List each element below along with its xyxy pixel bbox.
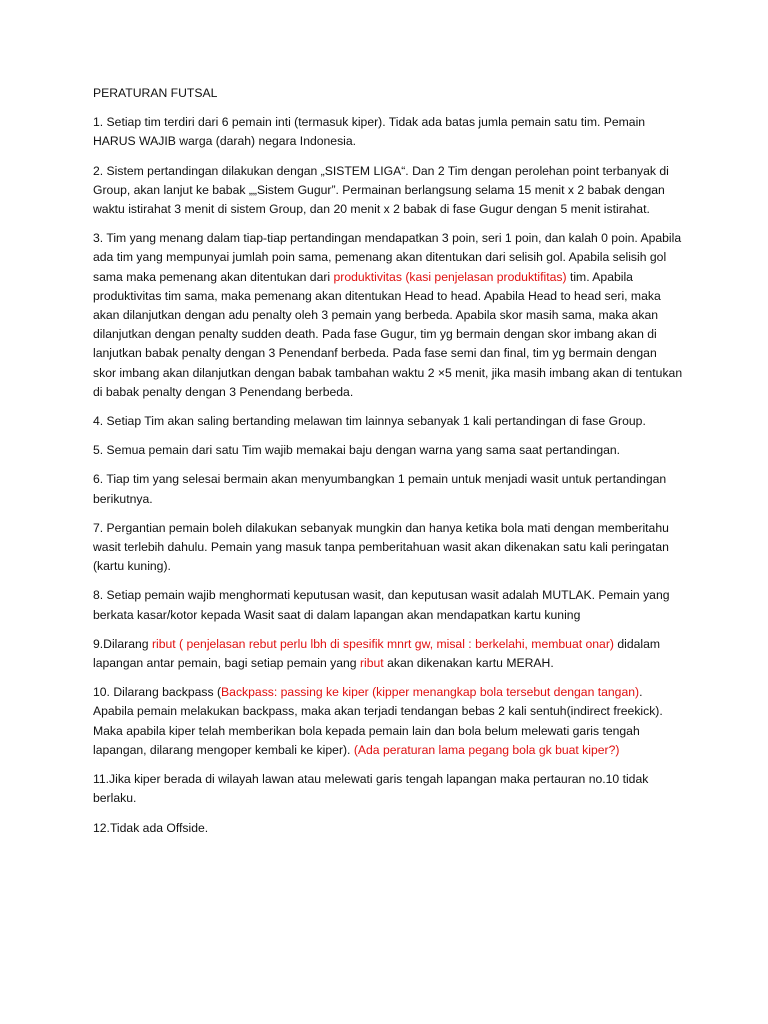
- rule-12: [93, 819, 683, 838]
- highlighted-note: (Ada peraturan lama pegang bola gk buat kiper?): [353, 742, 620, 757]
- rule-5: [93, 441, 683, 460]
- rule-text: 6. Tiap tim yang selesai bermain akan menyumbangkan 1 pemain untuk menjadi wasit untuk pertandingan berikutnya.: [93, 472, 667, 506]
- rule-6: [93, 470, 683, 508]
- rule-4: [93, 412, 683, 431]
- rule-9: [93, 635, 683, 673]
- highlighted-note: Backpass: passing ke kiper (kipper menangkap bola tersebut dengan tangan): [221, 685, 640, 700]
- document-title: PERATURAN FUTSAL: [93, 86, 218, 100]
- rule-text: 4. Setiap Tim akan saling bertanding melawan tim lainnya sebanyak 1 kali pertandingan di fase Group.: [93, 414, 646, 429]
- rule-3: [93, 229, 683, 402]
- highlighted-note: produktivitas (kasi penjelasan produktifitas): [333, 269, 567, 284]
- highlighted-note: ribut: [359, 656, 384, 671]
- rule-text: 2. Sistem pertandingan dilakukan dengan „SISTEM LIGA“. Dan 2 Tim dengan perolehan point terbanyak di Group, akan lanjut ke babak „„Sistem Gugur”. Permainan berlangsung selama 15 menit x 2 babak dengan waktu istirahat 3 menit di sistem Group, dan 20 menit x 2 babak di fase Gugur dengan 5 menit istirahat.: [93, 163, 669, 217]
- rule-2: [93, 162, 683, 220]
- rule-text: akan dikenakan kartu MERAH.: [383, 656, 554, 671]
- rule-text: 9.Dilarang: [93, 636, 152, 651]
- rule-1: [93, 113, 683, 151]
- rule-text: . Apabila pemain melakukan backpass, maka akan terjadi tendangan bebas 2 kali sentuh(indirect freekick). Maka apabila kiper telah memberikan bola kepada pemain lain dan bola belum melewati garis tengah lapangan, dilarang mengoper kembali ke kiper).: [93, 685, 663, 757]
- rule-text: tim. Apabila produktivitas tim sama, maka pemenang akan ditentukan Head to head. Apabila Head to head seri, maka akan dilanjutkan dengan adu penalty oleh 3 pemain yang berbeda. Apabila skor masih sama, maka akan dilanjutkan dengan penalty sudden death. Pada fase Gugur, tim yg bermain dengan skor imbang akan di lanjutkan babak penalty dengan 3 Penendanf berbeda. Pada fase semi dan final, tim yg bermain dengan skor imbang akan dilanjutkan dengan babak tambahan waktu 2 ×5 menit, jika masih imbang akan di tentukan di babak penalty dengan 3 Penendang berbeda.: [93, 269, 683, 399]
- rule-text: 8. Setiap pemain wajib menghormati keputusan wasit, dan keputusan wasit adalah MUTLAK. Pemain yang berkata kasar/kotor kepada Wasit saat di dalam lapangan akan mendapatkan kartu kuning: [93, 588, 670, 622]
- rule-10: [93, 683, 683, 760]
- rule-7: [93, 519, 683, 577]
- rules-list: [93, 113, 683, 838]
- rule-text: 1. Setiap tim terdiri dari 6 pemain inti (termasuk kiper). Tidak ada batas jumla pemain satu tim. Pemain HARUS WAJIB warga (darah) negara Indonesia.: [93, 115, 646, 149]
- rule-8: [93, 586, 683, 624]
- rule-text: 12.Tidak ada Offside.: [93, 820, 209, 835]
- rule-text: 3. Tim yang menang dalam tiap-tiap pertandingan mendapatkan 3 poin, seri 1 poin, dan kalah 0 poin. Apabila ada tim yang mempunyai jumlah poin sama, pemenang akan ditentukan dari selisih gol. Apabila selisih gol sama maka pemenang akan ditentukan dari: [93, 231, 682, 284]
- highlighted-note: ribut ( penjelasan rebut perlu lbh di spesifik mnrt gw, misal : berkelahi, membuat onar): [151, 636, 614, 651]
- document-page: [93, 84, 683, 848]
- rule-text: 10. Dilarang backpass (: [93, 685, 222, 700]
- rule-11: [93, 770, 683, 808]
- rule-text: 5. Semua pemain dari satu Tim wajib memakai baju dengan warna yang sama saat pertandingan.: [93, 443, 621, 458]
- rule-text: 11.Jika kiper berada di wilayah lawan atau melewati garis tengah lapangan maka pertauran no.10 tidak berlaku.: [93, 772, 649, 806]
- rule-text: didalam lapangan antar pemain, bagi setiap pemain yang: [93, 636, 661, 671]
- rule-text: 7. Pergantian pemain boleh dilakukan sebanyak mungkin dan hanya ketika bola mati dengan memberitahu wasit terlebih dahulu. Pemain yang masuk tanpa pemberitahuan wasit akan dikenakan satu kali peringatan (kartu kuning).: [93, 520, 669, 574]
